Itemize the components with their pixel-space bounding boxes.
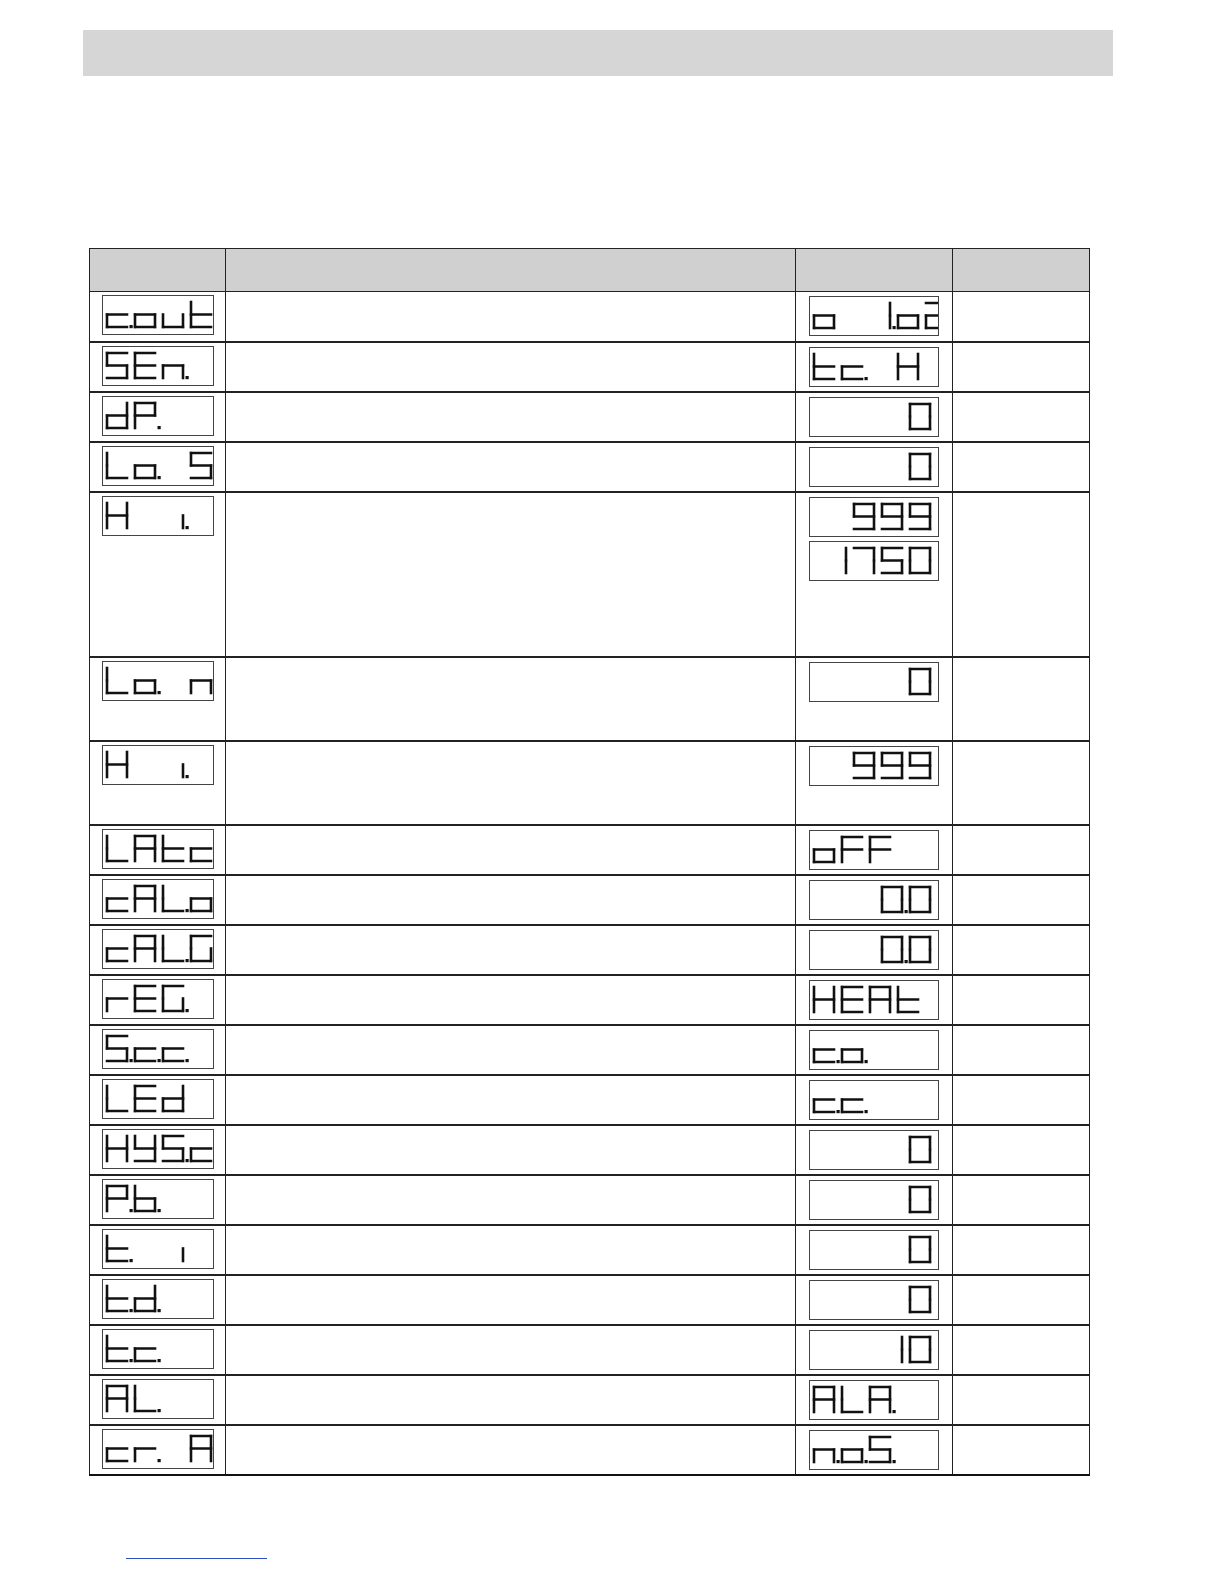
parameter-note [953,825,1090,875]
table-row [90,442,1090,492]
footer-link[interactable] [126,1558,267,1559]
parameter-note [953,1425,1090,1475]
parameter-description [226,492,796,657]
parameter-code-display [102,295,214,335]
default-value-cell [796,1075,953,1125]
default-value-display [809,1280,939,1320]
parameter-note [953,875,1090,925]
parameter-note [953,442,1090,492]
parameter-code-cell [90,1325,226,1375]
parameter-table [89,248,1090,1476]
parameter-code-cell [90,741,226,825]
parameter-description [226,975,796,1025]
default-value-cell [796,292,953,342]
parameter-code-cell [90,342,226,392]
lcd-digits [810,881,938,919]
parameter-code-display [102,829,214,869]
lcd-digits [810,1381,938,1419]
parameter-description [226,1125,796,1175]
section-title-bar [83,30,1113,76]
lcd-digits [103,1230,213,1268]
parameter-code-display [102,745,214,785]
parameter-description [226,342,796,392]
default-value-display [809,1030,939,1070]
default-value-display [809,1430,939,1470]
lcd-digits [103,1180,213,1218]
header-description [226,249,796,292]
lcd-digits [103,296,213,334]
table-row [90,1225,1090,1275]
table-row [90,1025,1090,1075]
default-value-cell [796,1425,953,1475]
parameter-code-cell [90,492,226,657]
parameter-note [953,1025,1090,1075]
default-value-cell [796,342,953,392]
lcd-digits [103,1080,213,1118]
parameter-code-cell [90,1425,226,1475]
parameter-description [226,925,796,975]
lcd-digits [810,542,938,580]
lcd-digits [810,831,938,869]
lcd-digits [810,1281,938,1319]
table-row [90,741,1090,825]
parameter-note [953,1375,1090,1425]
lcd-digits [810,931,938,969]
parameter-note [953,292,1090,342]
default-value-display [809,1230,939,1270]
header-code [90,249,226,292]
table-row [90,342,1090,392]
default-value-display [809,1330,939,1370]
parameter-description [226,741,796,825]
parameter-code-cell [90,1025,226,1075]
lcd-digits [810,1031,938,1069]
lcd-digits [103,447,213,485]
default-value-display [809,830,939,870]
default-value-display [809,662,939,702]
parameter-description [226,392,796,442]
default-value-display [809,397,939,437]
parameter-description [226,875,796,925]
parameter-description [226,1075,796,1125]
lcd-digits [810,747,938,785]
lcd-digits [810,663,938,701]
lcd-digits [103,1330,213,1368]
lcd-digits [103,746,213,784]
default-value-cell [796,1175,953,1225]
parameter-note [953,1125,1090,1175]
parameter-code-display [102,1329,214,1369]
default-value-display [809,541,939,581]
parameter-description [226,657,796,741]
lcd-digits [810,398,938,436]
default-value-display [809,880,939,920]
default-value-cell [796,875,953,925]
parameter-description [226,825,796,875]
lcd-digits [103,1380,213,1418]
parameter-code-display [102,879,214,919]
lcd-digits [810,981,938,1019]
parameter-note [953,1275,1090,1325]
parameter-code-cell [90,292,226,342]
lcd-digits [810,1131,938,1169]
table-row [90,1375,1090,1425]
parameter-code-display [102,1179,214,1219]
parameter-code-cell [90,392,226,442]
parameter-description [226,1325,796,1375]
default-value-cell [796,442,953,492]
parameter-note [953,657,1090,741]
lcd-digits [810,498,938,536]
lcd-digits [103,1280,213,1318]
table-row [90,1125,1090,1175]
parameter-code-cell [90,1375,226,1425]
table-row [90,1275,1090,1325]
parameter-code-display [102,979,214,1019]
lcd-digits [103,347,213,385]
lcd-digits [810,1231,938,1269]
parameter-description [226,1025,796,1075]
lcd-digits [810,348,938,386]
lcd-digits [810,1331,938,1369]
parameter-code-display [102,1129,214,1169]
default-value-display [809,296,939,336]
parameter-code-cell [90,1125,226,1175]
parameter-code-cell [90,442,226,492]
default-value-cell [796,392,953,442]
default-value-cell [796,975,953,1025]
parameter-code-cell [90,875,226,925]
table-row [90,657,1090,741]
parameter-code-display [102,396,214,436]
default-value-display [809,1380,939,1420]
default-value-cell [796,1325,953,1375]
lcd-digits [810,1431,938,1469]
parameter-description [226,292,796,342]
parameter-note [953,1225,1090,1275]
default-value-cell [796,925,953,975]
table-row [90,1325,1090,1375]
default-value-cell [796,1275,953,1325]
default-value-display [809,447,939,487]
default-value-cell [796,825,953,875]
default-value-display [809,1080,939,1120]
default-value-display [809,497,939,537]
parameter-code-display [102,1229,214,1269]
default-value-cell [796,492,953,657]
parameter-note [953,1325,1090,1375]
parameter-code-display [102,346,214,386]
parameter-code-cell [90,825,226,875]
lcd-digits [810,448,938,486]
table-header-row [90,249,1090,292]
parameter-code-cell [90,1275,226,1325]
table-row [90,1175,1090,1225]
parameter-description [226,1425,796,1475]
default-value-cell [796,1225,953,1275]
parameter-note [953,741,1090,825]
parameter-code-cell [90,1075,226,1125]
default-value-display [809,1180,939,1220]
parameter-code-display [102,661,214,701]
parameter-code-cell [90,1175,226,1225]
lcd-digits [810,1081,938,1119]
table-row [90,1425,1090,1475]
lcd-digits [103,1030,213,1068]
parameter-code-cell [90,657,226,741]
parameter-note [953,1075,1090,1125]
table-row [90,925,1090,975]
lcd-digits [103,497,213,535]
lcd-digits [103,830,213,868]
table-row [90,492,1090,657]
table-row [90,975,1090,1025]
parameter-code-display [102,496,214,536]
lcd-digits [103,1130,213,1168]
default-value-display [809,1130,939,1170]
lcd-digits [103,980,213,1018]
table-row [90,1075,1090,1125]
default-value-cell [796,741,953,825]
default-value-display [809,980,939,1020]
header-default [796,249,953,292]
table-row [90,875,1090,925]
parameter-code-display [102,929,214,969]
table-row [90,825,1090,875]
parameter-description [226,442,796,492]
parameter-note [953,392,1090,442]
parameter-code-display [102,1429,214,1469]
default-value-display [809,347,939,387]
header-notes [953,249,1090,292]
default-value-cell [796,1125,953,1175]
parameter-note [953,925,1090,975]
default-value-cell [796,1025,953,1075]
parameter-description [226,1375,796,1425]
lcd-digits [103,662,213,700]
default-value-cell [796,657,953,741]
parameter-code-display [102,1029,214,1069]
parameter-note [953,975,1090,1025]
parameter-code-cell [90,975,226,1025]
parameter-description [226,1175,796,1225]
lcd-digits [810,1181,938,1219]
default-value-display [809,930,939,970]
parameter-code-display [102,1379,214,1419]
table-row [90,292,1090,342]
lcd-digits [103,397,213,435]
lcd-digits [103,880,213,918]
parameter-code-cell [90,925,226,975]
lcd-digits [103,930,213,968]
parameter-description [226,1225,796,1275]
lcd-digits [810,297,938,335]
default-value-display [809,746,939,786]
parameter-note [953,1175,1090,1225]
parameter-code-display [102,1079,214,1119]
parameter-code-display [102,1279,214,1319]
parameter-code-display [102,446,214,486]
parameter-code-cell [90,1225,226,1275]
default-value-cell [796,1375,953,1425]
parameter-note [953,342,1090,392]
parameter-note [953,492,1090,657]
parameter-description [226,1275,796,1325]
lcd-digits [103,1430,213,1468]
table-row [90,392,1090,442]
